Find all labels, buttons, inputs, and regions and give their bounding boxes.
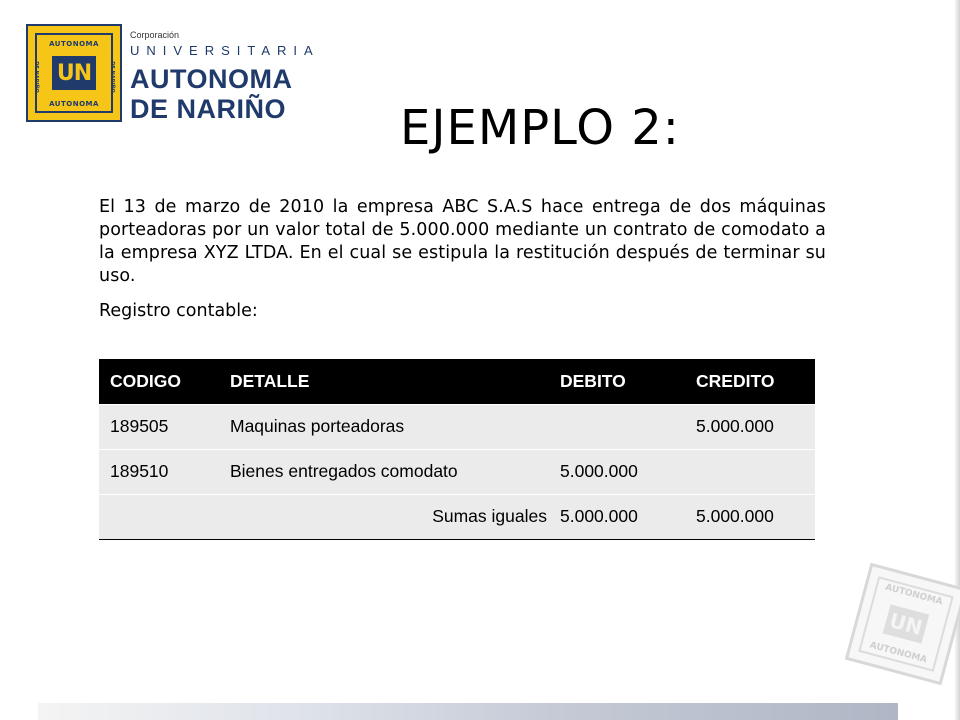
table-row (99, 449, 815, 494)
watermark-logo (845, 563, 960, 685)
cell-detalle: Bienes entregados comodato (219, 449, 549, 494)
header-credito: CREDITO (685, 359, 815, 404)
total-credito: 5.000.000 (685, 494, 815, 539)
cell-debito: 5.000.000 (549, 449, 685, 494)
logo-corporacion: Corporación (130, 30, 180, 40)
logo-autonoma: AUTONOMA (130, 64, 293, 94)
cell-codigo: 189505 (99, 404, 219, 449)
header-debito: DEBITO (549, 359, 685, 404)
logo-emblem-bottom-text: AUTONOMA (49, 100, 99, 108)
logo-emblem-top-text: AUTONOMA (49, 40, 99, 48)
total-label: Sumas iguales (99, 494, 549, 539)
cell-codigo: 189510 (99, 449, 219, 494)
header-detalle: DETALLE (219, 359, 549, 404)
table-row (99, 404, 815, 449)
watermark-top-text: AUTONOMA (884, 582, 944, 608)
accounting-entry-table (99, 359, 815, 540)
cell-detalle: Maquinas porteadoras (219, 404, 549, 449)
watermark-monogram: UN (883, 604, 929, 643)
watermark-bottom-text: AUTONOMA (868, 640, 928, 666)
cell-credito (685, 449, 815, 494)
logo-monogram: UN (52, 56, 96, 90)
table-total-row (99, 494, 815, 539)
logo-emblem-left-text: DE NARIÑO (32, 61, 39, 93)
cell-debito (549, 404, 685, 449)
total-debito: 5.000.000 (549, 494, 685, 539)
cell-credito: 5.000.000 (685, 404, 815, 449)
logo-emblem-right-text: DE NARIÑO (109, 61, 116, 93)
university-logo (26, 22, 320, 126)
footer-gradient-bar (38, 703, 898, 720)
slide-title: EJEMPLO 2: (400, 100, 680, 156)
registro-contable-label: Registro contable: (99, 301, 258, 321)
header-codigo: CODIGO (99, 359, 219, 404)
logo-universitaria: UNIVERSITARIA (130, 43, 320, 58)
table-header-row (99, 359, 815, 404)
logo-wordmark (130, 30, 320, 124)
logo-emblem (26, 24, 122, 122)
example-description: El 13 de marzo de 2010 la empresa ABC S.A.S hace entrega de dos máquinas porteadoras por un valor total de 5.000.000 mediante un contrato de comodato a la empresa XYZ LTDA. En el cual se estipula la restitución después de terminar su uso. (99, 197, 826, 286)
logo-de-narino: DE NARIÑO (130, 94, 287, 124)
